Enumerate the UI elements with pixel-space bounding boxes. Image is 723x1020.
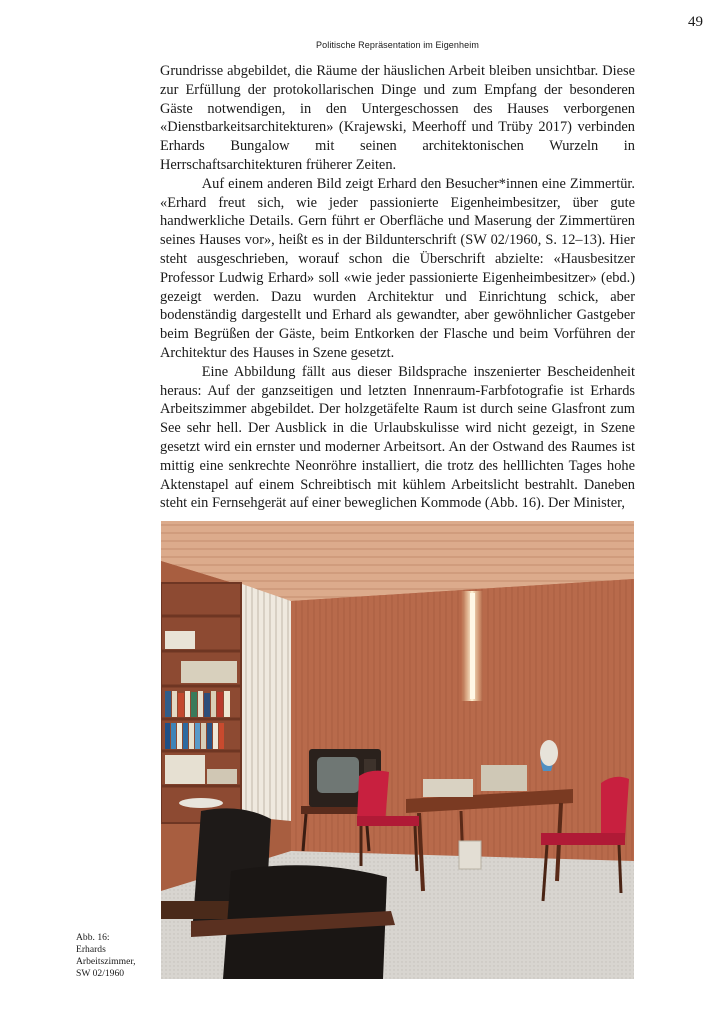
caption-line: SW 02/1960 bbox=[76, 968, 125, 979]
radiator-panel bbox=[239, 583, 291, 821]
bookshelf bbox=[161, 583, 241, 823]
paragraph: Eine Abbildung fällt aus dieser Bildsprache inszenierter Bescheidenheit heraus: Auf der ganzseitigen und letzten Innenraum-Farbfotografie ist Erhards Arbeitszimmer abgebildet. Der holzgetäfelte Raum ist durch seine Glasfront zum See sehr hell. Der Ausblick in die Urlaubskulisse wird nicht gezeigt, in Szene gesetzt wird ein ernster und moderner Arbeitsort. An der Ostwand des Raumes ist mittig eine senkrechte Neonröhre installiert, die trotz des helllichten Tages hohe Aktenstapel auf einem Schreibtisch mit kühlem Arbeitslicht bestrahlt. Daneben steht ein Fernsehgerät auf einer beweglichen Kommode (Abb. 16). Der Minister, bbox=[160, 363, 635, 512]
body-text bbox=[160, 62, 635, 513]
figure-caption bbox=[76, 932, 158, 980]
caption-line: Abb. 16: bbox=[76, 932, 110, 943]
file-stacks bbox=[423, 779, 473, 797]
paragraph: Auf einem anderen Bild zeigt Erhard den Besucher*innen eine Zimmertür. «Erhard freut sich, wie jeder passionierte Eigenheimbesitzer, über gute handwerkliche Details. Gern führt er Oberfläche und Maserung der Zimmertüren seines Hauses vor», heißt es in der Bildunterschrift (SW 02/1960, S. 12–13). Hier steht ausgeschrieben, worauf schon die Überschrift abzielte: «Hausbesitzer Professor Ludwig Erhard» soll «wie jeder passionierte Eigenheimbesitzer» (ebd.) gezeigt werden. Dazu wurden Architektur und Einrichtung schick, aber bodenständig dargestellt und Erhard als gewandter, aber gewöhnlicher Gastgeber beim Begrüßen der Gäste, beim Entkorken der Flasche und beim Vorführen der Architektur des Hauses in Szene gesetzt. bbox=[160, 175, 635, 361]
page-number: 49 bbox=[688, 14, 703, 30]
figure-photo-arbeitszimmer bbox=[161, 521, 634, 979]
waste-basket bbox=[459, 841, 481, 869]
paragraph: Grundrisse abgebildet, die Räume der häuslichen Arbeit bleiben unsichtbar. Diese zur Erfüllung der protokollarischen Dinge und zum Empfang der besonderen Gäste notwendigen, in den Untergeschossen des Hauses verborgenen «Dienstbarkeitsarchitekturen» (Krajewski, Meerhoff und Trüby 2017) verbinden Erhards Bungalow mit seinen architektonischen Wurzeln in Herrschaftsarchitekturen früherer Zeiten. bbox=[160, 63, 635, 173]
caption-line: Erhards bbox=[76, 944, 106, 955]
caption-line: Arbeitszimmer, bbox=[76, 956, 136, 967]
running-head: Politische Repräsentation im Eigenheim bbox=[316, 40, 479, 50]
